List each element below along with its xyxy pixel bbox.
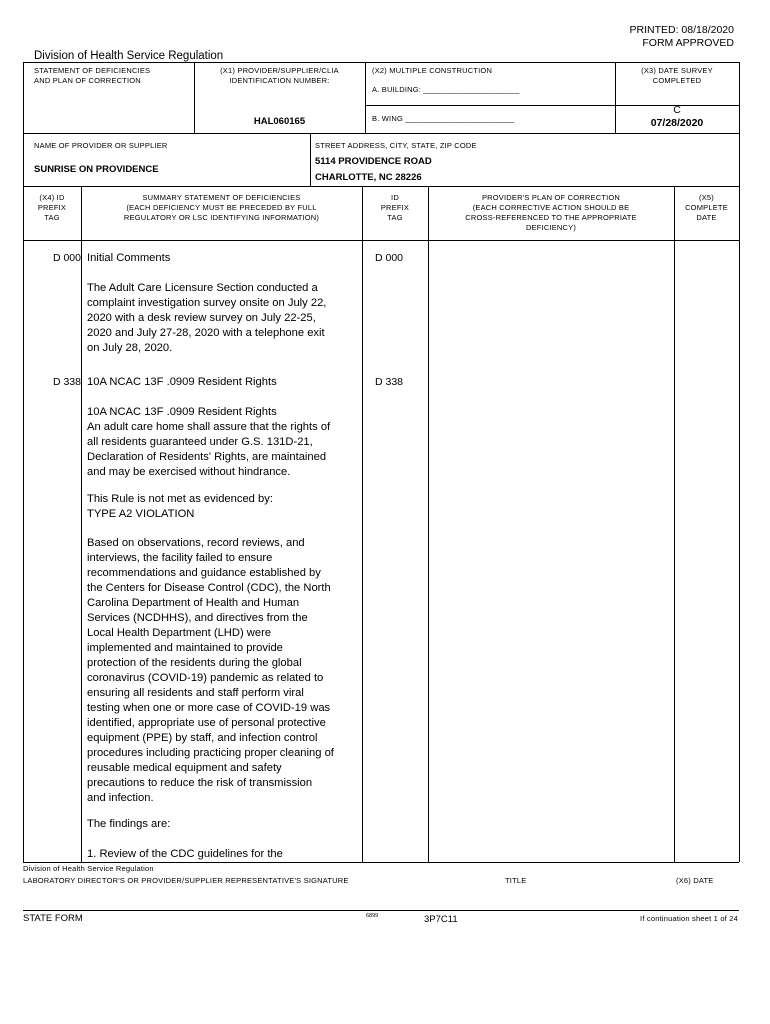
event-id: 3P7C11 — [424, 914, 458, 925]
text-line: identified, appropriate use of personal protective — [87, 717, 326, 729]
text-line: TYPE A2 VIOLATION — [87, 508, 195, 520]
text-line: procedures including practicing proper cleaning of — [87, 747, 334, 759]
col-header-summary-line: SUMMARY STATEMENT OF DEFICIENCIES — [142, 193, 301, 202]
text-line: 2020 and July 27-28, 2020 with a telephone exit — [87, 327, 325, 339]
address-label: STREET ADDRESS, CITY, STATE, ZIP CODE — [315, 141, 477, 150]
wing-field: B. WING _________________________ — [372, 114, 515, 123]
text-line: Based on observations, record reviews, and — [87, 537, 305, 549]
form-right-border — [739, 62, 740, 862]
text-line: Carolina Department of Health and Human — [87, 597, 300, 609]
col-header-plan-line: (EACH CORRECTIVE ACTION SHOULD BE — [472, 203, 630, 212]
paragraph-rule-text — [87, 405, 347, 480]
text-line: and may be exercised without hindrance. — [87, 466, 291, 478]
divider-x2 — [365, 62, 366, 133]
id-tag-d000: D 000 — [375, 252, 404, 264]
address-line1: 5114 PROVIDENCE ROAD — [315, 156, 432, 167]
col-header-x5 — [674, 193, 739, 223]
text-line: recommendations and guidance established by — [87, 567, 321, 579]
x3-label-line2: COMPLETED — [652, 76, 702, 85]
col-header-x4-line: PREFIX — [37, 203, 67, 212]
entry-title-initial-comments: Initial Comments — [87, 252, 171, 264]
provider-name-label: NAME OF PROVIDER OR SUPPLIER — [34, 141, 168, 150]
form-top-border — [23, 62, 739, 63]
x3-label — [615, 66, 739, 86]
prefix-tag-d338: D 338 — [52, 376, 81, 388]
text-line: on July 28, 2020. — [87, 342, 173, 354]
paragraph-findings-basis — [87, 536, 347, 806]
continuation-note: If continuation sheet 1 of 24 — [640, 914, 738, 923]
text-line: protection of the residents during the global — [87, 657, 302, 669]
col-header-x4-line: TAG — [44, 213, 60, 222]
text-line: The Adult Care Licensure Section conducted a — [87, 282, 318, 294]
text-line: 2020 with a desk review survey on July 22-25, — [87, 312, 316, 324]
text-line: implemented and maintained to provide — [87, 642, 283, 654]
col-header-id-line: PREFIX — [380, 203, 410, 212]
col-header-summary-line: REGULATORY OR LSC IDENTIFYING INFORMATION) — [123, 213, 320, 222]
title-label: TITLE — [505, 876, 527, 885]
footer-division: Division of Health Service Regulation — [23, 864, 154, 873]
text-line: precautions to reduce the risk of transmission — [87, 777, 313, 789]
text-line: interviews, the facility failed to ensure — [87, 552, 273, 564]
text-line: Local Health Department (LHD) were — [87, 627, 272, 639]
x1-label — [194, 66, 365, 86]
text-line: Declaration of Residents' Rights, are maintained — [87, 451, 327, 463]
col-divider-plan — [674, 186, 675, 862]
row-divider-columns — [23, 186, 739, 187]
col-divider-id — [428, 186, 429, 862]
row-divider-body — [23, 240, 739, 241]
text-line: 10A NCAC 13F .0909 Resident Rights — [87, 406, 277, 418]
text-line: testing when one or more case of COVID-19 was — [87, 702, 331, 714]
x1-label-line1: (X1) PROVIDER/SUPPLIER/CLIA — [220, 66, 339, 75]
col-header-plan-line: CROSS-REFERENCED TO THE APPROPRIATE — [465, 213, 637, 222]
x3-label-line1: (X3) DATE SURVEY — [641, 66, 713, 75]
paragraph-finding-1-start: 1. Review of the CDC guidelines for the — [87, 848, 283, 860]
address-line2: CHARLOTTE, NC 28226 — [315, 172, 422, 183]
text-line: the Centers for Disease Control (CDC), the North — [87, 582, 331, 594]
form-approved: FORM APPROVED — [642, 37, 734, 49]
statement-label-line1: STATEMENT OF DEFICIENCIES — [34, 66, 151, 75]
prefix-tag-d000: D 000 — [52, 252, 81, 264]
form-code: 6899 — [366, 913, 379, 919]
paragraph-survey-summary — [87, 281, 347, 356]
divider-provider-address — [310, 133, 311, 186]
text-line: equipment (PPE) by staff, and infection control — [87, 732, 318, 744]
col-header-x4 — [23, 193, 81, 223]
text-line: Services (NCDHHS), and directives from the — [87, 612, 308, 624]
division-title: Division of Health Service Regulation — [34, 50, 224, 62]
col-header-summary-line: (EACH DEFICIENCY MUST BE PRECEDED BY FULL — [126, 203, 317, 212]
text-line: coronavirus (COVID-19) pandemic as related to — [87, 672, 324, 684]
statement-label-line2: AND PLAN OF CORRECTION — [34, 76, 141, 85]
text-line: and infection. — [87, 792, 154, 804]
form-bottom-border — [23, 862, 739, 863]
footer-rule — [23, 910, 739, 911]
provider-id-number: HAL060165 — [253, 116, 306, 127]
col-divider-summary — [362, 186, 363, 862]
text-line: An adult care home shall assure that the rights of — [87, 421, 331, 433]
text-line: ensuring all residents and staff perform viral — [87, 687, 304, 699]
divider-x2-building-wing — [365, 105, 615, 106]
text-line: complaint investigation survey onsite on July 22, — [87, 297, 327, 309]
text-line: This Rule is not met as evidenced by: — [87, 493, 273, 505]
form-left-border — [23, 62, 24, 862]
col-header-id-line: TAG — [387, 213, 403, 222]
col-header-plan-line: PROVIDER'S PLAN OF CORRECTION — [481, 193, 621, 202]
row-divider-provider — [23, 133, 739, 134]
col-header-plan — [428, 193, 674, 233]
printed-date: PRINTED: 08/18/2020 — [629, 24, 734, 36]
building-field: A. BUILDING: ______________________ — [372, 85, 520, 94]
entry-title-resident-rights: 10A NCAC 13F .0909 Resident Rights — [87, 376, 277, 388]
col-header-id — [362, 193, 428, 223]
col-header-x5-line: DATE — [696, 213, 717, 222]
col-header-x5-line: COMPLETE — [685, 203, 728, 212]
paragraph-findings-header: The findings are: — [87, 818, 171, 830]
text-line: all residents guaranteed under G.S. 131D-21, — [87, 436, 313, 448]
x1-label-line2: IDENTIFICATION NUMBER: — [229, 76, 330, 85]
text-line: reusable medical equipment and safety — [87, 762, 282, 774]
survey-code: C — [673, 104, 681, 116]
col-header-plan-line: DEFICIENCY) — [525, 223, 577, 232]
id-tag-d338: D 338 — [375, 376, 404, 388]
survey-date: 07/28/2020 — [650, 117, 704, 129]
state-form-label: STATE FORM — [23, 913, 83, 924]
col-header-x5-line: (X5) — [699, 193, 714, 202]
col-header-x4-line: (X4) ID — [39, 193, 65, 202]
x2-label: (X2) MULTIPLE CONSTRUCTION — [372, 66, 493, 75]
signature-label: LABORATORY DIRECTOR'S OR PROVIDER/SUPPLIER REPRESENTATIVE'S SIGNATURE — [23, 876, 349, 885]
provider-name: SUNRISE ON PROVIDENCE — [34, 164, 159, 175]
x6-date-label: (X6) DATE — [676, 876, 714, 885]
col-header-summary — [81, 193, 362, 223]
col-divider-x4 — [81, 186, 82, 862]
col-header-id-line: ID — [391, 193, 399, 202]
paragraph-violation — [87, 492, 347, 522]
statement-label — [34, 66, 150, 86]
